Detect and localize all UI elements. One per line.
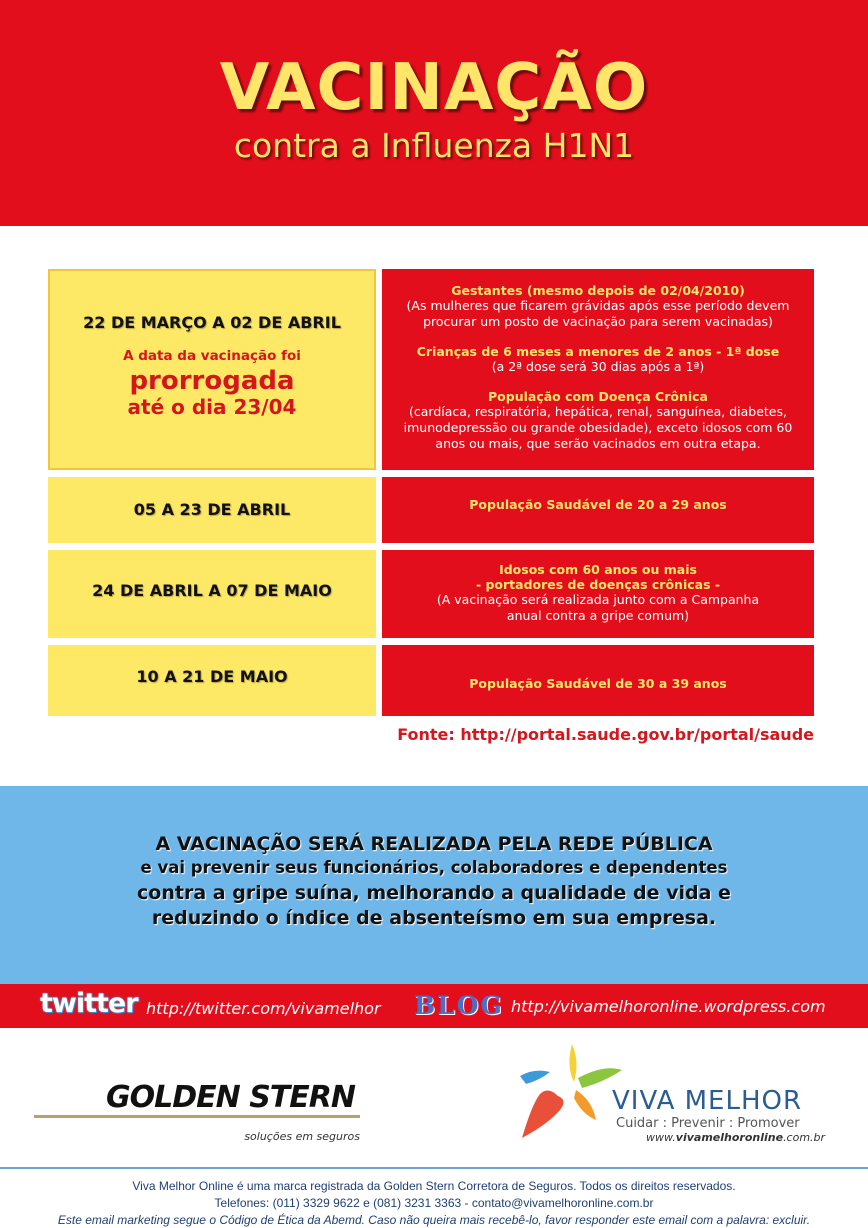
golden-stern-logo-line: [34, 1115, 360, 1118]
group-detail: (cardíaca, respiratória, hepática, renal, sanguínea, diabetes, imunodepressão ou grande obesidade), exceto idosos com 60 anos ou mais, que serão vacinados em outra etapa.: [403, 404, 793, 451]
url-domain: vivamelhoronline: [675, 1131, 784, 1144]
golden-stern-logo: GOLDEN STERN: [106, 1080, 355, 1115]
twitter-link[interactable]: http://twitter.com/vivamelhor: [146, 999, 381, 1018]
extension-note-line3: até o dia 23/04: [127, 395, 297, 419]
group-detail: (As mulheres que ficarem grávidas após esse período devem procurar um posto de vacinação para serem vacinadas): [406, 298, 790, 329]
footer: [0, 1178, 868, 1228]
banner-line-3: contra a gripe suína, melhorando a qualidade de vida e: [137, 882, 731, 904]
schedule-groups-cell-4: [382, 645, 814, 716]
source-citation: Fonte: http://portal.saude.gov.br/portal/saude: [397, 725, 814, 744]
banner-line-4: reduzindo o índice de absenteísmo em sua empresa.: [151, 907, 717, 929]
schedule-date-1: 22 DE MARÇO A 02 DE ABRIL: [83, 313, 341, 332]
viva-melhor-name: VIVA MELHOR: [612, 1086, 803, 1116]
schedule-date-3: 24 DE ABRIL A 07 DE MAIO: [92, 581, 332, 600]
schedule-date-4: 10 A 21 DE MAIO: [136, 667, 288, 686]
page-title: VACINAÇÃO: [219, 51, 649, 125]
twitter-logo-icon[interactable]: twitter: [40, 988, 138, 1019]
url-prefix: www.: [646, 1131, 676, 1144]
page-subtitle: contra a Influenza H1N1: [233, 126, 635, 165]
blog-link[interactable]: http://vivamelhoronline.wordpress.com: [511, 997, 826, 1016]
banner-line-2: e vai prevenir seus funcionários, colaboradores e dependentes: [140, 858, 728, 877]
group-title: População Saudável de 20 a 29 anos: [469, 497, 727, 512]
footer-copyright: Viva Melhor Online é uma marca registrada da Golden Stern Corretora de Seguros. Todos os direitos reservados.: [132, 1179, 736, 1193]
footer-disclaimer: Este email marketing segue o Código de Ética da Abemd. Caso não queira mais recebê-lo, favor responder este email com a palavra: excluir.: [57, 1213, 811, 1227]
group-title: População Saudável de 30 a 39 anos: [469, 676, 727, 691]
schedule-date-cell-4: [48, 645, 376, 716]
group-detail: (a 2ª dose será 30 dias após a 1ª): [491, 359, 705, 374]
group-title: Gestantes (mesmo depois de 02/04/2010): [451, 283, 745, 298]
info-banner: [0, 786, 868, 984]
banner-line-1: A VACINAÇÃO SERÁ REALIZADA PELA REDE PÚBLICA: [155, 833, 713, 855]
viva-melhor-url[interactable]: [646, 1131, 825, 1144]
golden-stern-tagline: soluções em seguros: [244, 1130, 360, 1143]
group-title: População com Doença Crônica: [488, 389, 708, 404]
extension-note-line2: prorrogada: [129, 366, 295, 396]
schedule-groups-cell-3: [382, 550, 814, 638]
schedule-date-2: 05 A 23 DE ABRIL: [133, 500, 291, 519]
schedule-date-cell-2: [48, 477, 376, 543]
header-banner: [0, 0, 868, 226]
social-bar: [0, 984, 868, 1028]
schedule-date-cell-1: [48, 269, 376, 470]
group-title: Idosos com 60 anos ou mais: [499, 562, 697, 577]
group-title: Crianças de 6 meses a menores de 2 anos - 1ª dose: [416, 344, 780, 359]
footer-contact: Telefones: (011) 3329 9622 e (081) 3231 3363 - contato@vivamelhoronline.com.br: [214, 1196, 654, 1210]
schedule-groups-cell-1: [382, 269, 814, 470]
viva-melhor-tagline: Cuidar : Prevenir : Promover: [616, 1116, 800, 1131]
url-suffix: .com.br: [783, 1131, 826, 1144]
schedule-date-cell-3: [48, 550, 376, 638]
group-subtitle: - portadores de doenças crônicas -: [475, 577, 721, 592]
extension-note-line1: A data da vacinação foi: [123, 348, 301, 364]
group-detail: (A vacinação será realizada junto com a Campanha anual contra a gripe comum): [436, 592, 760, 623]
blog-logo-icon[interactable]: BLOG: [414, 991, 504, 1020]
schedule-groups-cell-2: [382, 477, 814, 543]
footer-divider: [0, 1167, 868, 1169]
